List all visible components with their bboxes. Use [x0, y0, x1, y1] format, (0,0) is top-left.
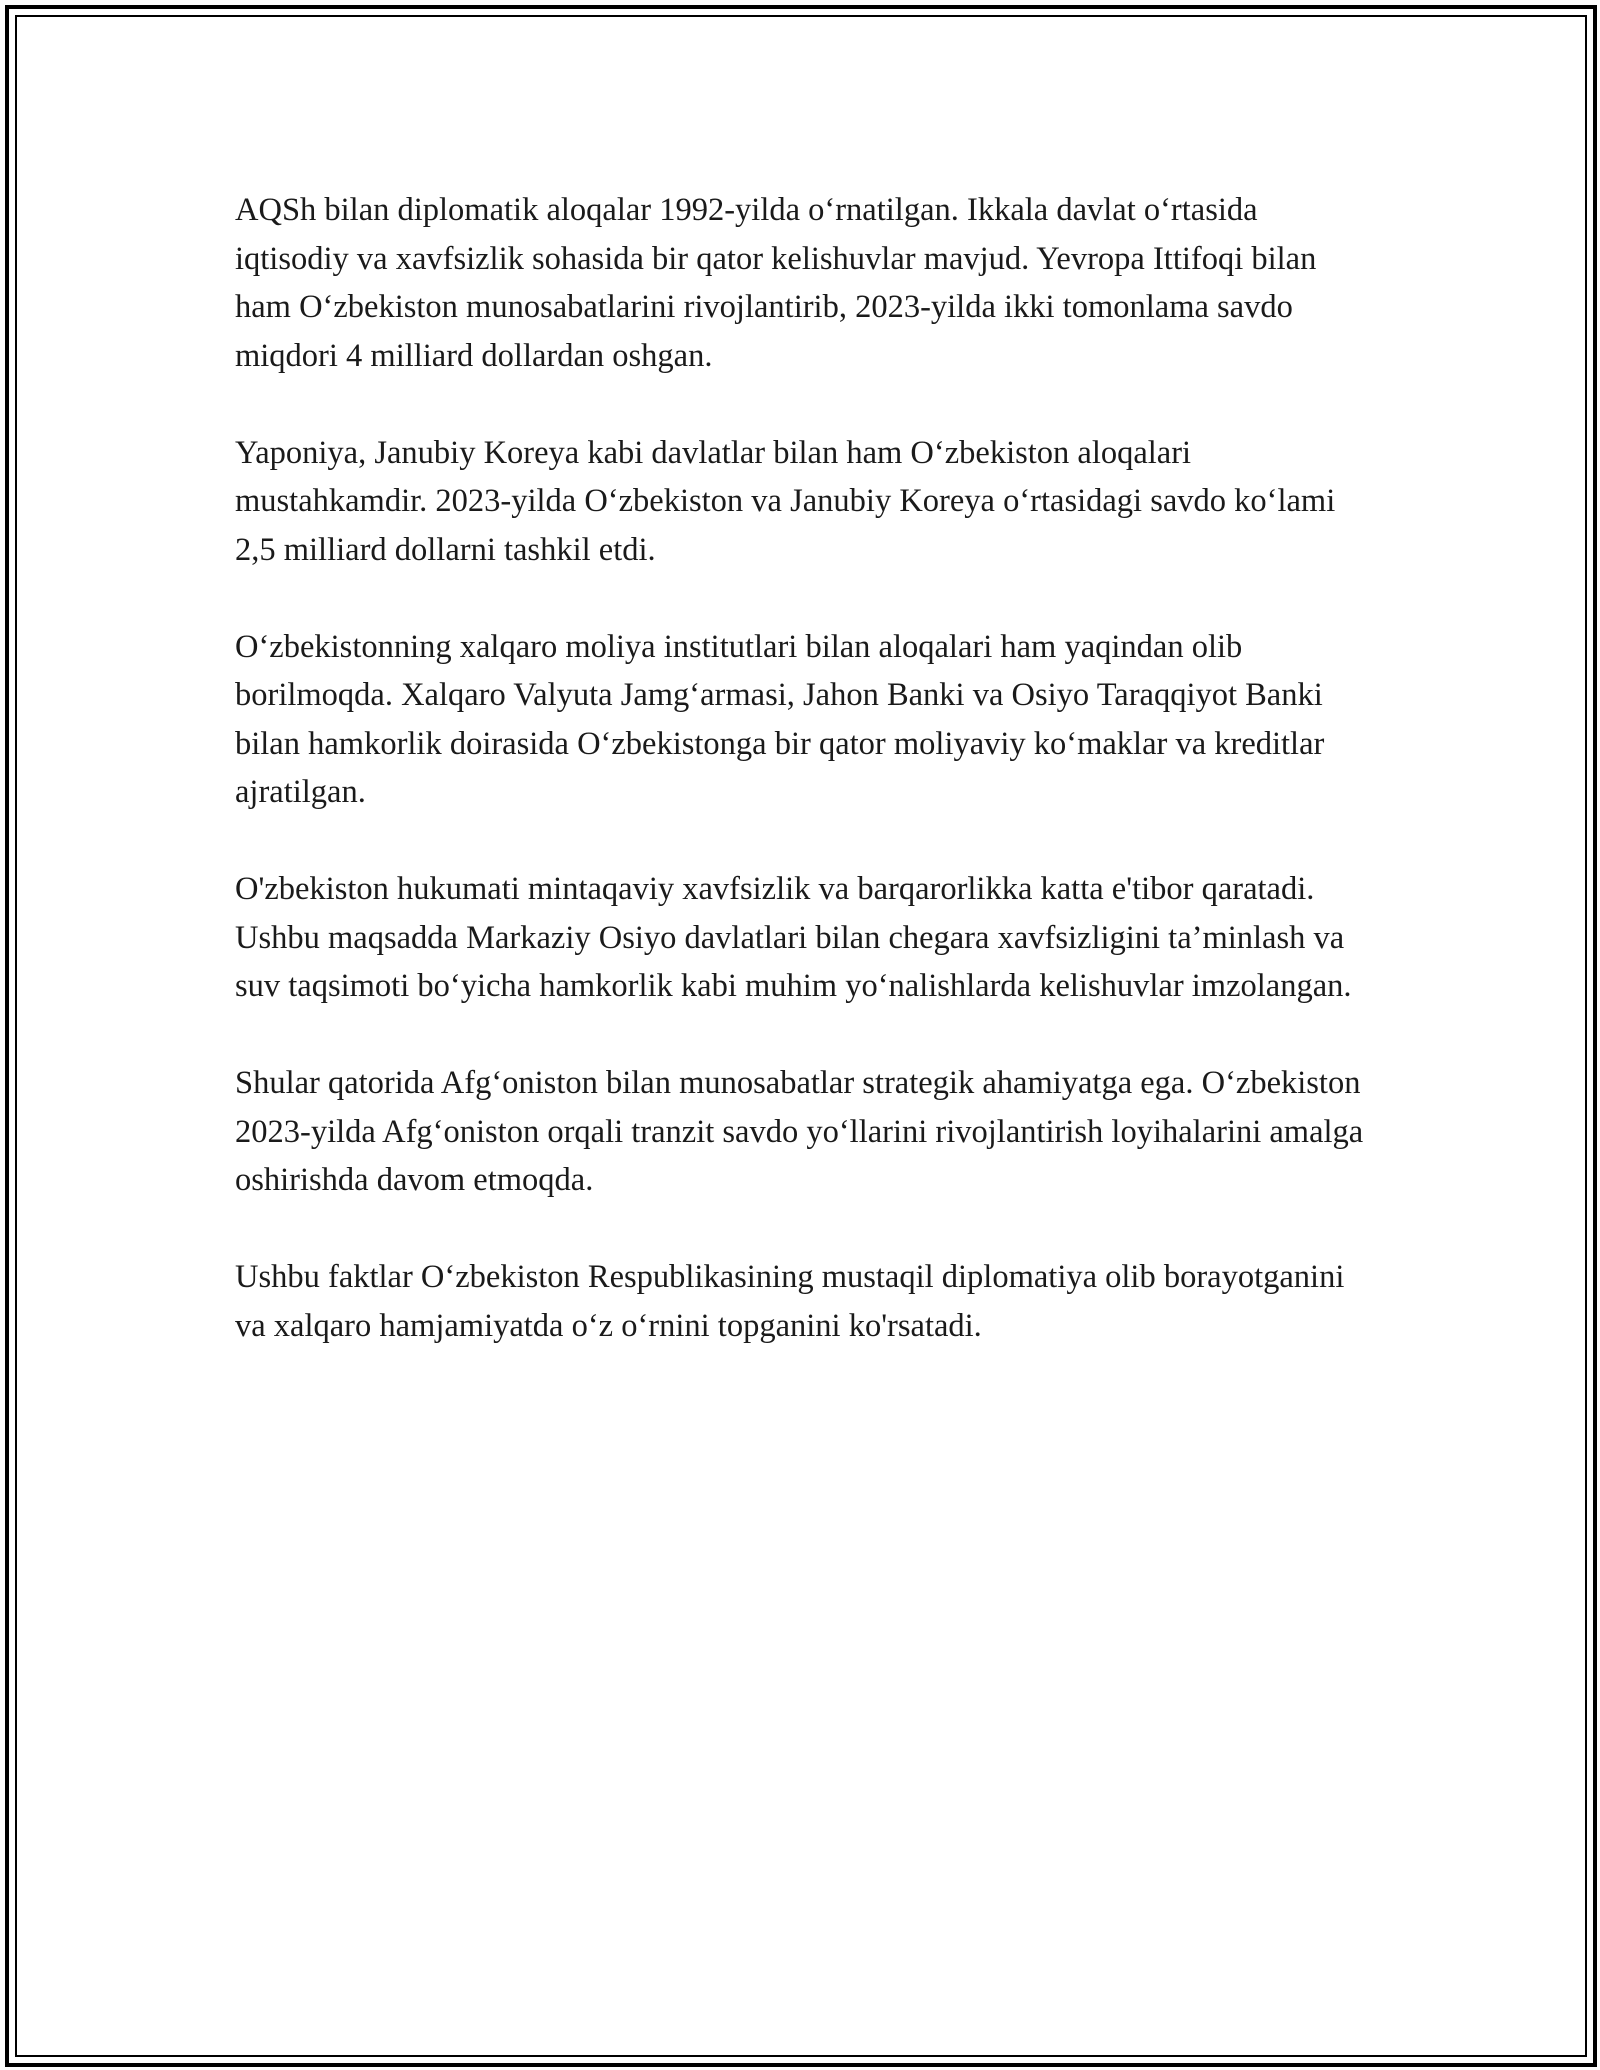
paragraph-us-eu-relations: AQSh bilan diplomatik aloqalar 1992-yilda o‘rnatilgan. Ikkala davlat o‘rtasida iqtisodiy va xavfsizlik sohasida bir qator kelishuvlar mavjud. Yevropa Ittifoqi bilan ham O‘zbekiston munosabatlarini rivojlantirib, 2023-yilda ikki tomonlama savdo miqdori 4 milliard dollardan oshgan. — [235, 192, 1317, 374]
paragraph-japan-korea-relations: Yaponiya, Janubiy Koreya kabi davlatlar bilan ham O‘zbekiston aloqalari mustahkamdir. 2023-yilda O‘zbekiston va Janubiy Koreya o‘rtasidagi savdo ko‘lami 2,5 milliard dollarni tashkil etdi. — [235, 434, 1336, 568]
document-body — [235, 186, 1365, 1399]
paragraph-financial-institutions: O‘zbekistonning xalqaro moliya institutlari bilan aloqalari ham yaqindan olib borilmoqda. Xalqaro Valyuta Jamg‘armasi, Jahon Banki va Osiyo Taraqqiyot Banki bilan hamkorlik doirasida O‘zbekistonga bir qator moliyaviy ko‘maklar va kreditlar ajratilgan. — [235, 628, 1325, 810]
paragraph-conclusion: Ushbu faktlar O‘zbekiston Respublikasining mustaqil diplomatiya olib borayotganini va xalqaro hamjamiyatda o‘z o‘rnini topganini ko'rsatadi. — [235, 1259, 1345, 1344]
paragraph-afghanistan-relations: Shular qatorida Afg‘oniston bilan munosabatlar strategik ahamiyatga ega. O‘zbekiston 2023-yilda Afg‘oniston orqali tranzit savdo yo‘llarini rivojlantirish loyihalarini amalga oshirishda davom etmoqda. — [235, 1065, 1364, 1198]
paragraph-regional-security: O'zbekiston hukumati mintaqaviy xavfsizlik va barqarorlikka katta e'tibor qaratadi. Ushbu maqsadda Markaziy Osiyo davlatlari bilan chegara xavfsizligini ta’minlash va suv taqsimoti bo‘yicha hamkorlik kabi muhim yo‘nalishlarda kelishuvlar imzolangan. — [235, 871, 1352, 1004]
